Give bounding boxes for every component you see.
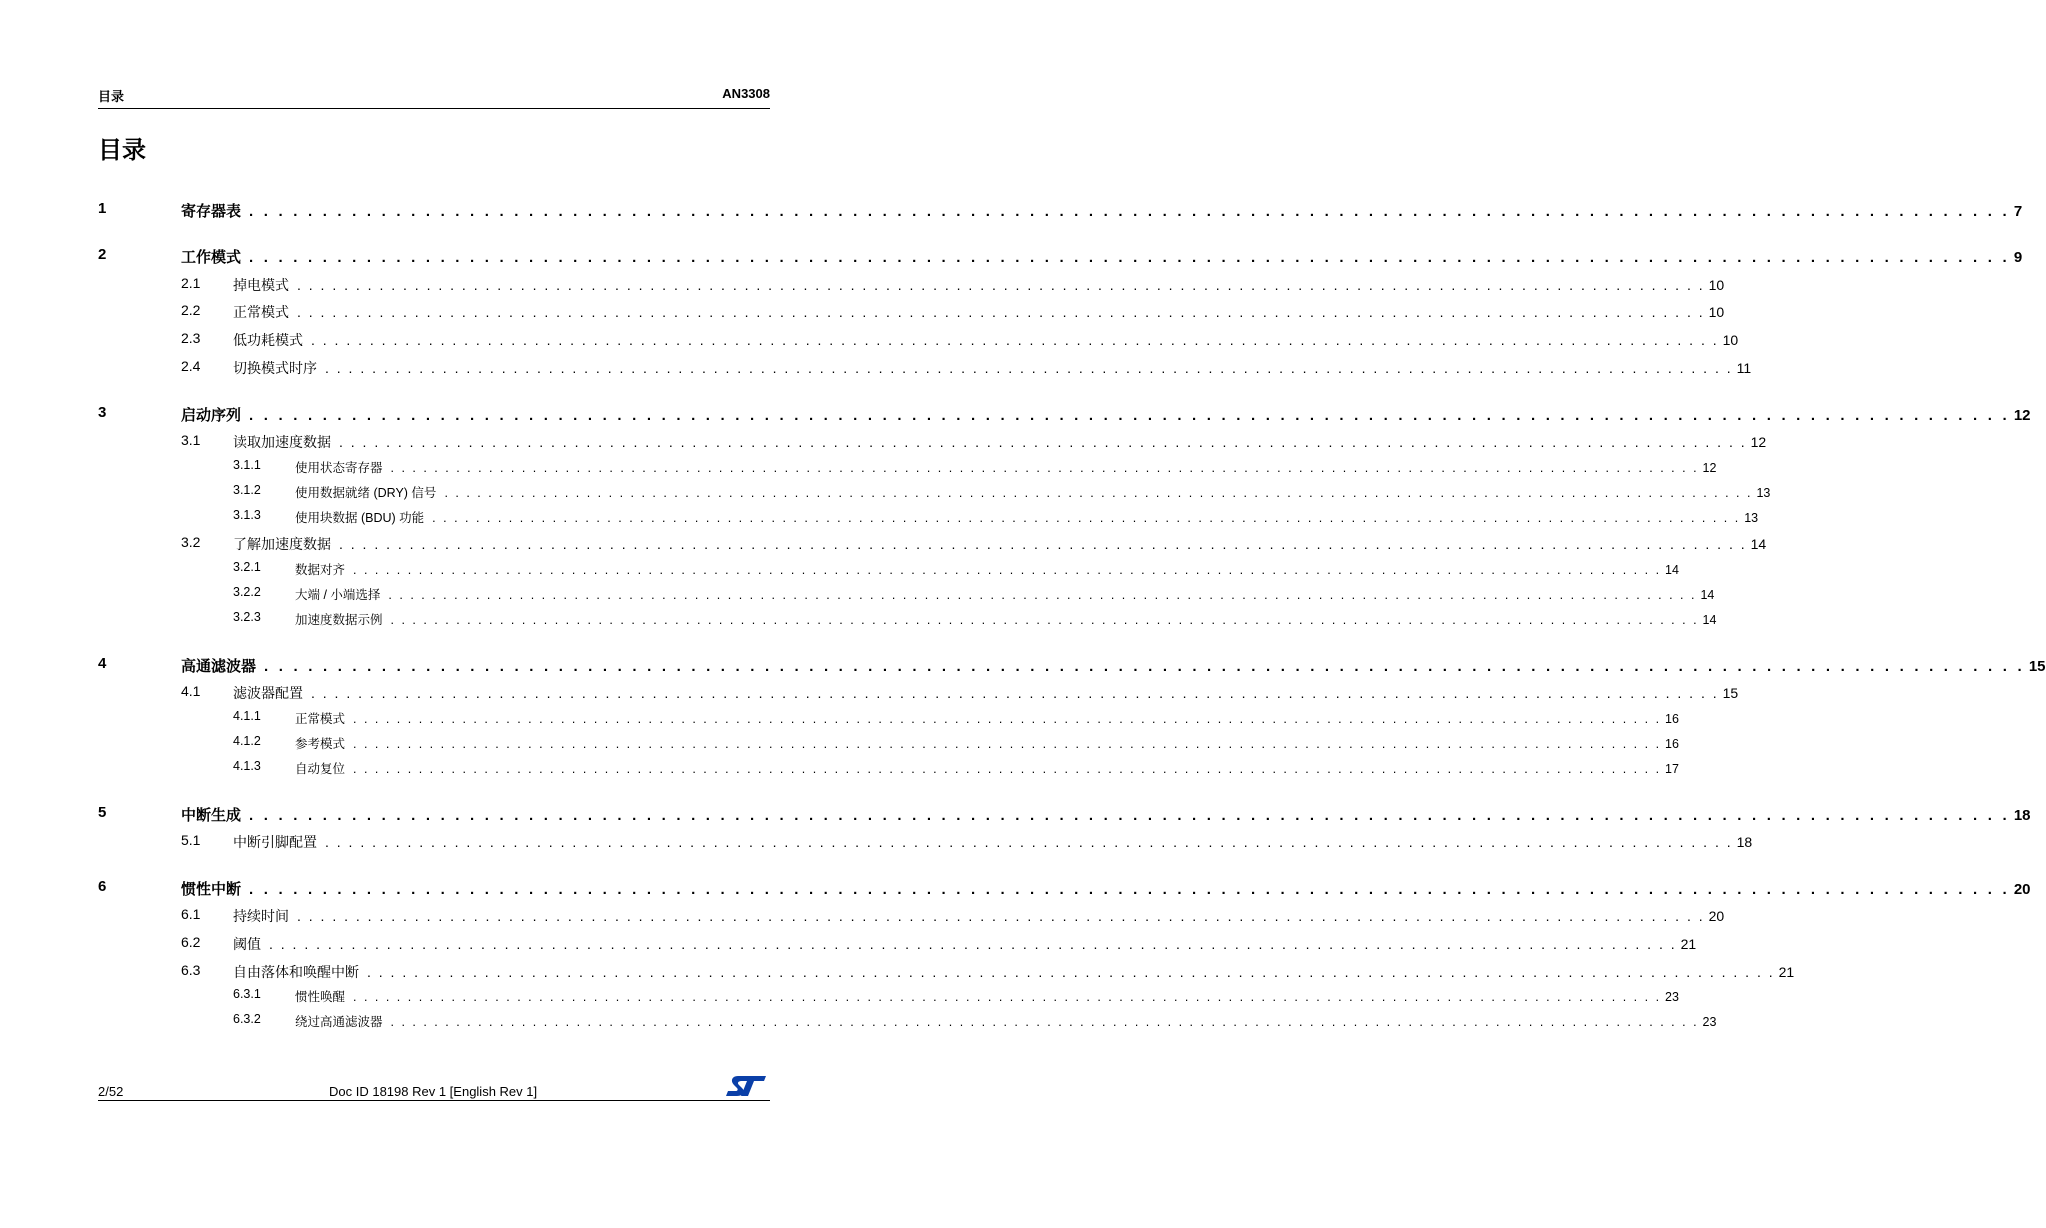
toc-dot-leader: . . . . . . . . . . . . . . . . . . . . . . . . . . . . . . . . . . . . . . . . . . . . . . . . . . . . . . . . . . . . . . . . . . . . . . . . . . . . . . . . . . . . . . . . . . . . . . . . . . . . . . . . . . . . . . . . . . . . . . . . bbox=[311, 332, 1719, 348]
toc-dot-leader: . . . . . . . . . . . . . . . . . . . . . . . . . . . . . . . . . . . . . . . . . . . . . . . . . . . . . . . . . . . . . . . . . . . . . . . . . . . . . . . . . . . . . . . . . . . . . . . . . . . . . . . . . . . . . . . . . . . . . . . . bbox=[325, 834, 1733, 850]
toc-entry-link[interactable] bbox=[295, 987, 1679, 1005]
toc-entry-label: 低功耗模式 bbox=[233, 332, 303, 348]
toc-entry-link[interactable] bbox=[233, 534, 1767, 554]
toc-entry[interactable] bbox=[0, 200, 2023, 220]
toc-entry[interactable] bbox=[0, 683, 1739, 703]
toc-entry-link[interactable] bbox=[181, 655, 2046, 676]
toc-entry[interactable] bbox=[0, 1012, 1717, 1030]
toc-entry-link[interactable] bbox=[233, 358, 1752, 378]
toc-entry-link[interactable] bbox=[233, 962, 1795, 982]
toc-entry-number: 1 bbox=[98, 200, 107, 217]
toc-entry-label: 了解加速度数据 bbox=[233, 536, 331, 552]
toc-entry-label: 掉电模式 bbox=[233, 277, 289, 293]
toc-dot-leader: . . . . . . . . . . . . . . . . . . . . . . . . . . . . . . . . . . . . . . . . . . . . . . . . . . . . . . . . . . . . . . . . . . . . . . . . . . . . . . . . . . . . . . . . . . . . . . . . . . . . . . . . . . . . . . . . . . . . . . . . bbox=[444, 486, 1753, 500]
toc-entry[interactable] bbox=[0, 432, 1767, 452]
toc-dot-leader: . . . . . . . . . . . . . . . . . . . . . . . . . . . . . . . . . . . . . . . . . . . . . . . . . . . . . . . . . . . . . . . . . . . . . . . . . . . . . . . . . . . . . . . . . . . . . . . . . . . . . . . . . . . . . . . . . . . . . . . . bbox=[367, 964, 1775, 980]
toc-entry-link[interactable] bbox=[295, 508, 1759, 526]
toc-entry-number: 2 bbox=[98, 246, 107, 263]
header-doc-code: AN3308 bbox=[722, 86, 770, 101]
toc-entry-page: 16 bbox=[1665, 737, 1679, 751]
toc-entry-link[interactable] bbox=[181, 246, 2023, 267]
toc-entry-label: 中断生成 bbox=[181, 807, 242, 824]
toc-entry-label: 惯性唤醒 bbox=[295, 990, 346, 1004]
toc-dot-leader: . . . . . . . . . . . . . . . . . . . . . . . . . . . . . . . . . . . . . . . . . . . . . . . . . . . . . . . . . . . . . . . . . . . . . . . . . . . . . . . . . . . . . . . . . . . . . . . . . . . . . . . . . . . . . . . . . . . . . . . . bbox=[249, 203, 2010, 220]
toc-entry-number: 3.2 bbox=[181, 534, 201, 550]
toc-entry[interactable] bbox=[0, 246, 2023, 266]
toc-entry[interactable] bbox=[0, 358, 1752, 378]
toc-entry[interactable] bbox=[0, 330, 1739, 350]
toc-entry-label: 读取加速度数据 bbox=[233, 434, 331, 450]
toc-entry-page: 10 bbox=[1708, 277, 1725, 293]
toc-dot-leader: . . . . . . . . . . . . . . . . . . . . . . . . . . . . . . . . . . . . . . . . . . . . . . . . . . . . . . . . . . . . . . . . . . . . . . . . . . . . . . . . . . . . . . . . . . . . . . . . . . . . . . . . . . . . . . . . . . . . . . . . bbox=[339, 434, 1747, 450]
header-section-title: 目录 bbox=[98, 89, 125, 104]
footer-page-number: 2/52 bbox=[98, 1084, 124, 1099]
toc-entry-link[interactable] bbox=[295, 483, 1771, 501]
toc-entry-page: 20 bbox=[1708, 908, 1725, 924]
toc-entry[interactable] bbox=[0, 832, 1753, 852]
toc-entry-page: 7 bbox=[2013, 203, 2023, 220]
toc-entry-page: 21 bbox=[1680, 936, 1697, 952]
toc-entry-page: 18 bbox=[2013, 807, 2031, 824]
toc-dot-leader: . . . . . . . . . . . . . . . . . . . . . . . . . . . . . . . . . . . . . . . . . . . . . . . . . . . . . . . . . . . . . . . . . . . . . . . . . . . . . . . . . . . . . . . . . . . . . . . . . . . . . . . . . . . . . . . . . . . . . . . . bbox=[297, 277, 1705, 293]
toc-entry-label: 绕过高通滤波器 bbox=[295, 1015, 383, 1029]
toc-entry-label: 使用数据就绪 (DRY) 信号 bbox=[295, 486, 437, 500]
toc-dot-leader: . . . . . . . . . . . . . . . . . . . . . . . . . . . . . . . . . . . . . . . . . . . . . . . . . . . . . . . . . . . . . . . . . . . . . . . . . . . . . . . . . . . . . . . . . . . . . . . . . . . . . . . . . . . . . . . . . . . . . . . . bbox=[249, 249, 2010, 266]
toc-entry[interactable] bbox=[0, 878, 2031, 898]
toc-entry-page: 12 bbox=[2013, 407, 2031, 424]
toc-entry-page: 10 bbox=[1722, 332, 1739, 348]
toc-entry-page: 10 bbox=[1708, 304, 1725, 320]
toc-entry-number: 6.3 bbox=[181, 962, 201, 978]
toc-entry-link[interactable] bbox=[233, 683, 1739, 703]
toc-entry-page: 17 bbox=[1665, 762, 1679, 776]
toc-entry-label: 使用块数据 (BDU) 功能 bbox=[295, 511, 425, 525]
toc-entry-number: 3.2.2 bbox=[233, 585, 261, 599]
toc-entry-page: 13 bbox=[1744, 511, 1759, 525]
toc-dot-leader: . . . . . . . . . . . . . . . . . . . . . . . . . . . . . . . . . . . . . . . . . . . . . . . . . . . . . . . . . . . . . . . . . . . . . . . . . . . . . . . . . . . . . . . . . . . . . . . . . . . . . . . . . . . . . . . . . . . . . . . . bbox=[325, 360, 1733, 376]
toc-entry[interactable] bbox=[0, 906, 1725, 926]
toc-entry-link[interactable] bbox=[181, 404, 2031, 425]
toc-entry-page: 14 bbox=[1700, 588, 1715, 602]
toc-entry-link[interactable] bbox=[233, 906, 1725, 926]
toc-dot-leader: . . . . . . . . . . . . . . . . . . . . . . . . . . . . . . . . . . . . . . . . . . . . . . . . . . . . . . . . . . . . . . . . . . . . . . . . . . . . . . . . . . . . . . . . . . . . . . . . . . . . . . . . . . . . . . . . . . . . . . . . bbox=[249, 807, 2010, 824]
toc-entry-number: 3.1.2 bbox=[233, 483, 261, 497]
toc-entry-link[interactable] bbox=[181, 804, 2031, 825]
toc-entry[interactable] bbox=[0, 962, 1795, 982]
page-title: 目录 bbox=[98, 137, 146, 164]
toc-entry-label: 惯性中断 bbox=[181, 881, 242, 898]
toc-entry-label: 启动序列 bbox=[181, 407, 242, 424]
toc-entry-label: 参考模式 bbox=[295, 737, 346, 751]
toc-dot-leader: . . . . . . . . . . . . . . . . . . . . . . . . . . . . . . . . . . . . . . . . . . . . . . . . . . . . . . . . . . . . . . . . . . . . . . . . . . . . . . . . . . . . . . . . . . . . . . . . . . . . . . . . . . . . . . . . . . . . . . . . bbox=[249, 407, 2010, 424]
toc-entry-link[interactable] bbox=[295, 560, 1679, 578]
toc-entry-link[interactable] bbox=[181, 200, 2023, 221]
toc-entry-page: 11 bbox=[1736, 360, 1752, 376]
toc-entry-page: 21 bbox=[1778, 964, 1795, 980]
toc-entry-number: 3.2.1 bbox=[233, 560, 261, 574]
toc-entry-page: 14 bbox=[1702, 613, 1717, 627]
toc-dot-leader: . . . . . . . . . . . . . . . . . . . . . . . . . . . . . . . . . . . . . . . . . . . . . . . . . . . . . . . . . . . . . . . . . . . . . . . . . . . . . . . . . . . . . . . . . . . . . . . . . . . . . . . . . . . . . . . . . . . . . . . . bbox=[390, 461, 1699, 475]
toc-entry[interactable] bbox=[0, 655, 2046, 675]
toc-entry-page: 23 bbox=[1702, 1015, 1717, 1029]
toc-dot-leader: . . . . . . . . . . . . . . . . . . . . . . . . . . . . . . . . . . . . . . . . . . . . . . . . . . . . . . . . . . . . . . . . . . . . . . . . . . . . . . . . . . . . . . . . . . . . . . . . . . . . . . . . . . . . . . . . . . . . . . . . bbox=[353, 712, 1662, 726]
toc-entry-label: 正常模式 bbox=[295, 712, 346, 726]
toc-entry-link[interactable] bbox=[295, 458, 1717, 476]
toc-entry-link[interactable] bbox=[233, 832, 1753, 852]
toc-entry-label: 持续时间 bbox=[233, 908, 289, 924]
toc-entry-label: 高通滤波器 bbox=[181, 658, 257, 675]
toc-dot-leader: . . . . . . . . . . . . . . . . . . . . . . . . . . . . . . . . . . . . . . . . . . . . . . . . . . . . . . . . . . . . . . . . . . . . . . . . . . . . . . . . . . . . . . . . . . . . . . . . . . . . . . . . . . . . . . . . . . . . . . . . bbox=[297, 908, 1705, 924]
toc-entry[interactable] bbox=[0, 483, 1771, 501]
toc-entry-label: 使用状态寄存器 bbox=[295, 461, 383, 475]
toc-entry-page: 14 bbox=[1665, 563, 1679, 577]
toc-entry[interactable] bbox=[0, 610, 1717, 628]
toc-entry[interactable] bbox=[0, 302, 1725, 322]
toc-entry-number: 4.1.1 bbox=[233, 709, 261, 723]
toc-entry-label: 切换模式时序 bbox=[233, 360, 317, 376]
toc-entry-link[interactable] bbox=[181, 878, 2031, 899]
toc-dot-leader: . . . . . . . . . . . . . . . . . . . . . . . . . . . . . . . . . . . . . . . . . . . . . . . . . . . . . . . . . . . . . . . . . . . . . . . . . . . . . . . . . . . . . . . . . . . . . . . . . . . . . . . . . . . . . . . . . . . . . . . . bbox=[432, 511, 1741, 525]
toc-entry-number: 2.3 bbox=[181, 330, 201, 346]
toc-entry-number: 3.1.3 bbox=[233, 508, 261, 522]
toc-entry[interactable] bbox=[0, 734, 1679, 752]
toc-entry[interactable] bbox=[0, 759, 1679, 777]
toc-entry-link[interactable] bbox=[233, 934, 1697, 954]
toc-entry[interactable] bbox=[0, 275, 1725, 295]
toc-dot-leader: . . . . . . . . . . . . . . . . . . . . . . . . . . . . . . . . . . . . . . . . . . . . . . . . . . . . . . . . . . . . . . . . . . . . . . . . . . . . . . . . . . . . . . . . . . . . . . . . . . . . . . . . . . . . . . . . . . . . . . . . bbox=[269, 936, 1677, 952]
toc-entry-label: 正常模式 bbox=[233, 304, 289, 320]
toc-entry-number: 3.2.3 bbox=[233, 610, 261, 624]
toc-entry-link[interactable] bbox=[233, 432, 1767, 452]
toc-entry-link[interactable] bbox=[295, 709, 1679, 727]
toc-entry-label: 中断引脚配置 bbox=[233, 834, 317, 850]
toc-dot-leader: . . . . . . . . . . . . . . . . . . . . . . . . . . . . . . . . . . . . . . . . . . . . . . . . . . . . . . . . . . . . . . . . . . . . . . . . . . . . . . . . . . . . . . . . . . . . . . . . . . . . . . . . . . . . . . . . . . . . . . . . bbox=[339, 536, 1747, 552]
toc-entry-number: 5 bbox=[98, 804, 107, 821]
toc-entry-number: 3.1.1 bbox=[233, 458, 261, 472]
toc-entry-number: 6.3.1 bbox=[233, 987, 261, 1001]
toc-dot-leader: . . . . . . . . . . . . . . . . . . . . . . . . . . . . . . . . . . . . . . . . . . . . . . . . . . . . . . . . . . . . . . . . . . . . . . . . . . . . . . . . . . . . . . . . . . . . . . . . . . . . . . . . . . . . . . . . . . . . . . . . bbox=[390, 613, 1699, 627]
toc-entry-label: 工作模式 bbox=[181, 249, 242, 266]
toc-entry-page: 15 bbox=[1722, 685, 1739, 701]
toc-entry[interactable] bbox=[0, 709, 1679, 727]
toc-entry-page: 12 bbox=[1702, 461, 1717, 475]
toc-entry-number: 4.1.3 bbox=[233, 759, 261, 773]
toc-dot-leader: . . . . . . . . . . . . . . . . . . . . . . . . . . . . . . . . . . . . . . . . . . . . . . . . . . . . . . . . . . . . . . . . . . . . . . . . . . . . . . . . . . . . . . . . . . . . . . . . . . . . . . . . . . . . . . . . . . . . . . . . bbox=[264, 658, 2025, 675]
toc-entry[interactable] bbox=[0, 987, 1679, 1005]
toc-dot-leader: . . . . . . . . . . . . . . . . . . . . . . . . . . . . . . . . . . . . . . . . . . . . . . . . . . . . . . . . . . . . . . . . . . . . . . . . . . . . . . . . . . . . . . . . . . . . . . . . . . . . . . . . . . . . . . . . . . . . . . . . bbox=[353, 990, 1662, 1004]
toc-entry-page: 23 bbox=[1665, 990, 1679, 1004]
toc-entry-page: 13 bbox=[1756, 486, 1771, 500]
toc-entry-page: 12 bbox=[1750, 434, 1767, 450]
toc-entry-label: 自动复位 bbox=[295, 762, 346, 776]
toc-dot-leader: . . . . . . . . . . . . . . . . . . . . . . . . . . . . . . . . . . . . . . . . . . . . . . . . . . . . . . . . . . . . . . . . . . . . . . . . . . . . . . . . . . . . . . . . . . . . . . . . . . . . . . . . . . . . . . . . . . . . . . . . bbox=[353, 563, 1662, 577]
toc-entry-label: 数据对齐 bbox=[295, 563, 346, 577]
toc-entry-link[interactable] bbox=[295, 1012, 1717, 1030]
toc-entry-link[interactable] bbox=[295, 610, 1717, 628]
toc-entry[interactable] bbox=[0, 585, 1715, 603]
toc-entry-number: 6 bbox=[98, 878, 107, 895]
toc-entry-number: 3.1 bbox=[181, 432, 201, 448]
toc-entry-number: 4 bbox=[98, 655, 107, 672]
toc-dot-leader: . . . . . . . . . . . . . . . . . . . . . . . . . . . . . . . . . . . . . . . . . . . . . . . . . . . . . . . . . . . . . . . . . . . . . . . . . . . . . . . . . . . . . . . . . . . . . . . . . . . . . . . . . . . . . . . . . . . . . . . . bbox=[311, 685, 1719, 701]
toc-entry-label: 阈值 bbox=[233, 936, 261, 952]
toc-entry-page: 20 bbox=[2013, 881, 2031, 898]
toc-entry[interactable] bbox=[0, 534, 1767, 554]
toc-entry-label: 寄存器表 bbox=[181, 203, 242, 220]
toc-entry-link[interactable] bbox=[295, 585, 1715, 603]
toc-entry-page: 16 bbox=[1665, 712, 1679, 726]
toc-entry[interactable] bbox=[0, 404, 2031, 424]
st-logo-icon bbox=[724, 1074, 768, 1098]
toc-entry[interactable] bbox=[0, 458, 1717, 476]
toc-entry-label: 加速度数据示例 bbox=[295, 613, 383, 627]
toc-entry-number: 2.4 bbox=[181, 358, 201, 374]
toc-entry-label: 自由落体和唤醒中断 bbox=[233, 964, 359, 980]
toc-entry-link[interactable] bbox=[295, 734, 1679, 752]
toc-dot-leader: . . . . . . . . . . . . . . . . . . . . . . . . . . . . . . . . . . . . . . . . . . . . . . . . . . . . . . . . . . . . . . . . . . . . . . . . . . . . . . . . . . . . . . . . . . . . . . . . . . . . . . . . . . . . . . . . . . . . . . . . bbox=[353, 737, 1662, 751]
toc-dot-leader: . . . . . . . . . . . . . . . . . . . . . . . . . . . . . . . . . . . . . . . . . . . . . . . . . . . . . . . . . . . . . . . . . . . . . . . . . . . . . . . . . . . . . . . . . . . . . . . . . . . . . . . . . . . . . . . . . . . . . . . . bbox=[388, 588, 1697, 602]
toc-entry-page: 15 bbox=[2028, 658, 2046, 675]
toc-entry-page: 18 bbox=[1736, 834, 1753, 850]
toc-entry[interactable] bbox=[0, 508, 1759, 526]
toc-entry-number: 4.1 bbox=[181, 683, 201, 699]
footer-doc-id: Doc ID 18198 Rev 1 [English Rev 1] bbox=[329, 1084, 538, 1099]
toc-entry-number: 3 bbox=[98, 404, 107, 421]
toc-dot-leader: . . . . . . . . . . . . . . . . . . . . . . . . . . . . . . . . . . . . . . . . . . . . . . . . . . . . . . . . . . . . . . . . . . . . . . . . . . . . . . . . . . . . . . . . . . . . . . . . . . . . . . . . . . . . . . . . . . . . . . . . bbox=[353, 762, 1662, 776]
toc-entry[interactable] bbox=[0, 560, 1679, 578]
toc-entry-number: 6.3.2 bbox=[233, 1012, 261, 1026]
toc-entry-number: 4.1.2 bbox=[233, 734, 261, 748]
toc-entry-number: 2.2 bbox=[181, 302, 201, 318]
toc-entry-link[interactable] bbox=[233, 275, 1725, 295]
toc-entry-label: 滤波器配置 bbox=[233, 685, 303, 701]
toc-entry-link[interactable] bbox=[233, 330, 1739, 350]
toc-entry[interactable] bbox=[0, 934, 1697, 954]
toc-entry-number: 6.1 bbox=[181, 906, 201, 922]
footer-divider bbox=[98, 1100, 770, 1101]
toc-dot-leader: . . . . . . . . . . . . . . . . . . . . . . . . . . . . . . . . . . . . . . . . . . . . . . . . . . . . . . . . . . . . . . . . . . . . . . . . . . . . . . . . . . . . . . . . . . . . . . . . . . . . . . . . . . . . . . . . . . . . . . . . bbox=[390, 1015, 1699, 1029]
toc-entry-number: 2.1 bbox=[181, 275, 201, 291]
toc-dot-leader: . . . . . . . . . . . . . . . . . . . . . . . . . . . . . . . . . . . . . . . . . . . . . . . . . . . . . . . . . . . . . . . . . . . . . . . . . . . . . . . . . . . . . . . . . . . . . . . . . . . . . . . . . . . . . . . . . . . . . . . . bbox=[297, 304, 1705, 320]
toc-entry-link[interactable] bbox=[233, 302, 1725, 322]
toc-entry[interactable] bbox=[0, 804, 2031, 824]
toc-entry-number: 5.1 bbox=[181, 832, 201, 848]
toc-entry-label: 大端 / 小端选择 bbox=[295, 588, 381, 602]
toc-entry-number: 6.2 bbox=[181, 934, 201, 950]
toc-dot-leader: . . . . . . . . . . . . . . . . . . . . . . . . . . . . . . . . . . . . . . . . . . . . . . . . . . . . . . . . . . . . . . . . . . . . . . . . . . . . . . . . . . . . . . . . . . . . . . . . . . . . . . . . . . . . . . . . . . . . . . . . bbox=[249, 881, 2010, 898]
toc-entry-page: 9 bbox=[2013, 249, 2023, 266]
toc-entry-link[interactable] bbox=[295, 759, 1679, 777]
toc-entry-page: 14 bbox=[1750, 536, 1767, 552]
